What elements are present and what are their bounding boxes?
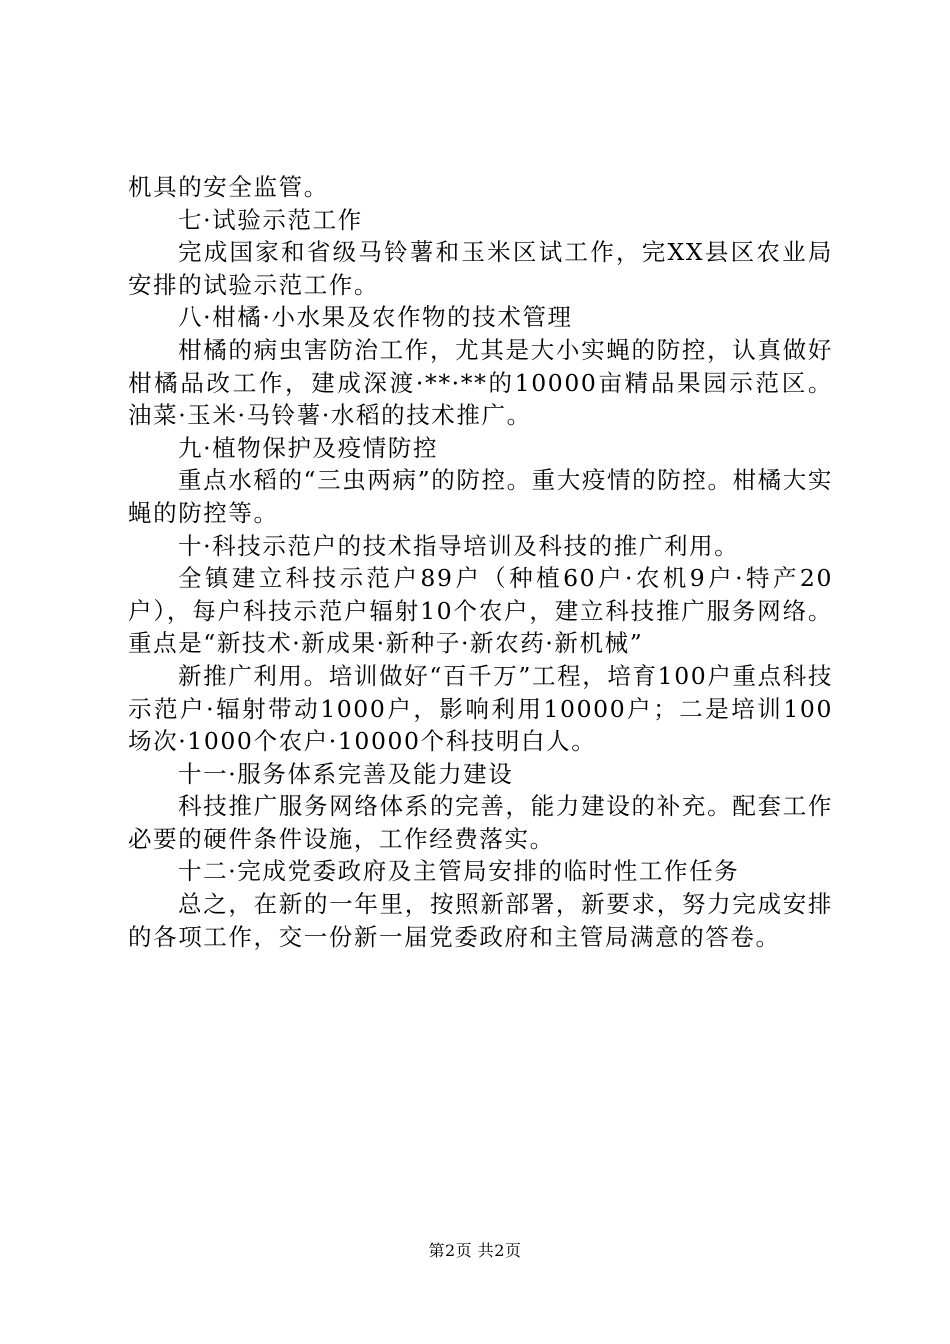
- page-number-label: 第2页 共2页: [428, 1241, 522, 1260]
- page-footer: [0, 1240, 950, 1262]
- section-heading-11: 十一·服务体系完善及能力建设: [178, 759, 514, 788]
- section-heading-8: 八·柑橘·小水果及农作物的技术管理: [178, 303, 573, 332]
- paragraph: 科技推广服务网络体系的完善，能力建设的补充。配套工作必要的硬件条件设施，工作经费落实。: [128, 792, 833, 853]
- paragraph: 新推广利用。培训做好“百千万”工程，培育100户重点科技示范户·辐射带动1000户，影响利用10000户；二是培训100场次·1000个农户·10000个科技明白人。: [128, 661, 833, 756]
- paragraph: 柑橘的病虫害防治工作，尤其是大小实蝇的防控，认真做好柑橘品改工作，建成深渡·**·**的10000亩精品果园示范区。油菜·玉米·马铃薯·水稻的技术推广。: [128, 335, 833, 430]
- paragraph: 机具的安全监管。: [128, 173, 329, 201]
- section-heading-9: 九·植物保护及疫情防控: [178, 433, 439, 462]
- section-heading-7: 七·试验示范工作: [178, 205, 363, 234]
- paragraph: 重点水稻的“三虫两病”的防控。重大疫情的防控。柑橘大实蝇的防控等。: [128, 466, 833, 527]
- paragraph: 全镇建立科技示范户89户（种植60户·农机9户·特产20户），每户科技示范户辐射10个农户，建立科技推广服务网络。重点是“新技术·新成果·新种子·新农药·新机械”: [128, 564, 833, 658]
- paragraph: 总之，在新的一年里，按照新部署，新要求，努力完成安排的各项工作，交一份新一届党委政府和主管局满意的答卷。: [128, 890, 833, 951]
- section-heading-12: 十二·完成党委政府及主管局安排的临时性工作任务: [178, 857, 740, 886]
- document-body: [128, 171, 833, 953]
- paragraph: 完成国家和省级马铃薯和玉米区试工作，完XX县区农业局安排的试验示范工作。: [128, 238, 833, 299]
- section-heading-10: 十·科技示范户的技术指导培训及科技的推广利用。: [178, 531, 740, 560]
